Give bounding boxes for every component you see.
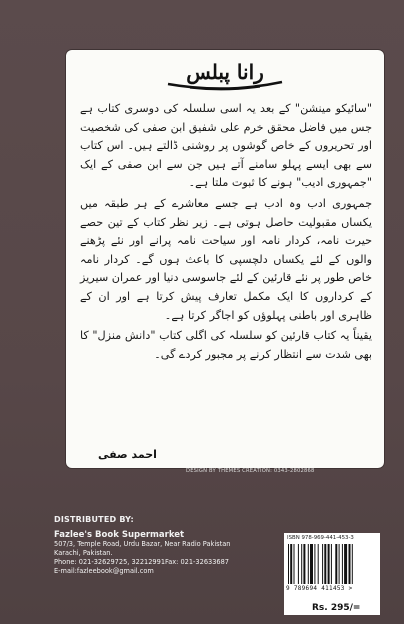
distributor-name: Fazlee's Book Supermarket	[54, 530, 185, 540]
barcode-box	[284, 533, 380, 615]
price-label: Rs. 295/=	[312, 603, 361, 613]
isbn-text: ISBN 978-969-441-453-3	[287, 535, 354, 541]
design-credit: DESIGN BY THEMES CREATION: 0343-2802868	[186, 468, 315, 474]
distributor-address-2: Karachi, Pakistan.	[54, 549, 113, 557]
publisher-name: رانا پبلس	[186, 60, 264, 84]
blurb-paragraph-3: یقیناً یہ کتاب قارئین کو سلسلہ کی اگلی کتاب "دانش منزل" کا بھی شدت سے انتظار کرنے پر مجبور کردے گی۔	[80, 329, 372, 361]
distributor-block	[54, 515, 264, 576]
distributor-email: E-mail:fazleebook@gmail.com	[54, 567, 154, 575]
distributor-heading: DISTRIBUTED BY:	[54, 515, 134, 524]
distributor-address-1: 507/3, Temple Road, Urdu Bazar, Near Radio Pakistan	[54, 540, 231, 548]
barcode-digits: 9 789694 411453 >	[286, 585, 353, 592]
blurb-paragraph-1: "سائیکو مینشن" کے بعد یہ اسی سلسلہ کی دوسری کتاب ہے جس میں فاضل محقق خرم علی شفیق ابن صفی کی شخصیت اور تحریروں کے خاص گوشوں پر روشنی ڈالتے ہیں۔ اس کتاب سے بھی ایسے پہلو سامنے آتے ہیں جن سے ابن صفی کے ایک "جمہوری ادیب" ہونے کا ثبوت ملتا ہے۔	[80, 102, 372, 190]
blurb-paragraph-2: جمہوری ادب وہ ادب ہے جسے معاشرے کے ہر طبقہ میں یکساں مقبولیت حاصل ہوتی ہے۔ زیر نظر کتاب کے تین حصے حیرت نامہ، کردار نامہ اور سیاحت نامہ پرانے اور نئے پڑھنے والوں کے لئے یکساں دلچسپی کا باعث ہوں گے۔ کردار نامہ خاص طور پر نئے قارئین کے لئے جاسوسی دنیا اور عمران سیریز کے کرداروں کا ایک مکمل تعارف پیش کرتا ہے اور ان کے ظاہری اور باطنی پہلوؤں کو اجاگر کرتا ہے۔	[80, 196, 372, 322]
distributor-phone: Phone: 021-32629725, 32212991Fax: 021-32633687	[54, 558, 229, 566]
barcode-icon	[288, 544, 376, 584]
text-panel	[66, 50, 384, 468]
blurb-text	[80, 100, 372, 366]
signature: احمد صفی	[98, 448, 157, 461]
